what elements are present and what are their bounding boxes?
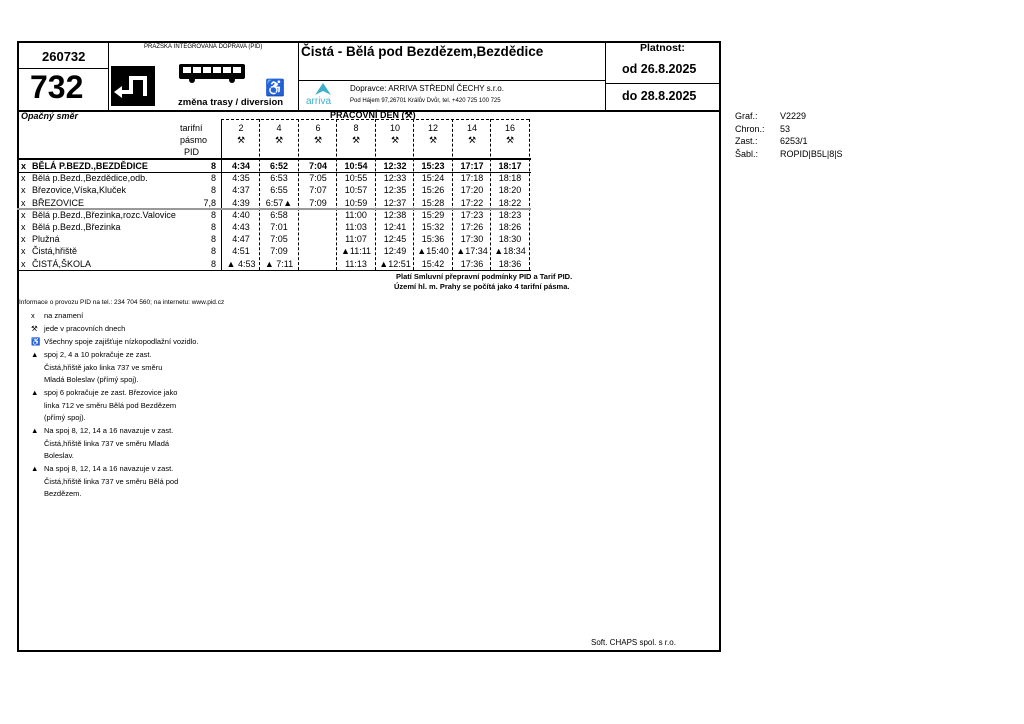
info-note: Informace o provozu PID na tel.: 234 704 560; na internetu: www.pid.cz	[19, 299, 225, 306]
trip-number: 12	[427, 123, 438, 133]
request-stop-marker: x	[21, 185, 26, 196]
hammer-icon: ⚒	[351, 135, 361, 145]
departure-time: 11:13	[345, 258, 367, 269]
tariff-zone: 8	[210, 246, 216, 257]
software-credit: Soft. CHAPS spol. s r.o.	[591, 638, 676, 647]
header-divider	[298, 80, 606, 81]
meta-label: Šabl.:	[735, 148, 759, 159]
note-text: jede v pracovních dnech	[44, 324, 126, 333]
departure-time: 11:00	[345, 209, 367, 220]
note-symbol: ⚒	[31, 324, 38, 333]
departure-time: 17:26	[460, 222, 484, 232]
header-divider	[298, 41, 299, 111]
table-bottom-border	[17, 270, 531, 271]
stop-name: ČISTÁ,ŠKOLA	[32, 258, 92, 269]
hammer-icon: ⚒	[390, 135, 400, 145]
note-text: spoj 6 pokračuje ze zast. Březovice jako	[44, 388, 178, 397]
departure-time: 4:37	[232, 185, 250, 196]
request-stop-marker: x	[21, 197, 26, 208]
departure-time: 15:24	[421, 173, 445, 184]
header-divider	[605, 41, 606, 111]
departure-time: 17:23	[460, 209, 484, 220]
meta-value: 6253/1	[780, 136, 808, 146]
departure-time: 4:39	[232, 197, 250, 208]
departure-time: 12:35	[383, 185, 407, 196]
validity-label: Platnost:	[640, 42, 685, 54]
departure-time: 17:30	[460, 234, 484, 245]
note-text: Čistá,hřiště linka 737 ve směru Bělá pod	[44, 476, 179, 486]
stop-name: Čistá,hřiště	[32, 246, 78, 257]
departure-time: ▲ 4:53	[226, 258, 256, 269]
tariff-zone: 8	[210, 173, 216, 184]
departure-time: 7:04	[308, 161, 327, 171]
request-stop-marker: x	[21, 161, 27, 171]
hammer-icon: ⚒	[236, 135, 246, 145]
departure-time: 7:09	[270, 246, 288, 257]
departure-time: 12:37	[383, 197, 407, 208]
departure-time: ▲18:34	[494, 246, 526, 257]
note-text: (přímý spoj).	[44, 413, 86, 422]
departure-time: 18:22	[498, 197, 522, 208]
departure-time: 4:34	[231, 161, 250, 171]
departure-time: 10:55	[344, 173, 368, 184]
departure-time: 12:33	[383, 173, 407, 184]
meta-value: 53	[780, 123, 791, 134]
departure-time: 18:18	[498, 173, 522, 184]
departure-time: 4:35	[232, 173, 250, 184]
note-symbol: ♿	[31, 337, 41, 346]
departure-time: 12:38	[383, 209, 407, 220]
operator-system: PRAŽSKÁ INTEGROVANÁ DOPRAVA (PID)	[144, 44, 263, 50]
departure-time: 7:07	[309, 185, 327, 196]
trip-number: 16	[504, 123, 515, 133]
stop-name: Bělá p.Bezd.,Březinka,rozc.Valovice	[32, 209, 176, 220]
departure-time: 6:53	[270, 173, 288, 184]
stop-name: Březovice,Víska,Kluček	[32, 185, 127, 196]
departure-time: 4:43	[232, 222, 250, 232]
trip-number: 4	[276, 123, 282, 133]
departure-time: 17:20	[460, 185, 484, 196]
departure-time: 7:05	[309, 173, 327, 184]
departure-time: 17:17	[460, 161, 484, 171]
departure-time: 18:36	[498, 258, 522, 269]
departure-time: 17:36	[460, 258, 484, 269]
departure-time: 17:18	[460, 173, 484, 184]
note-text: Mladá Boleslav (přímý spoj).	[44, 375, 139, 384]
departure-time: 17:22	[460, 197, 484, 208]
departure-time: 12:45	[383, 234, 407, 245]
note-text: Boleslav.	[44, 451, 74, 460]
note-symbol: ▲	[31, 388, 39, 397]
hammer-icon: ⚒	[274, 135, 284, 145]
tariff-zone: 8	[210, 258, 216, 269]
route-title: Čistá - Bělá pod Bezdězem,Bezdědice	[301, 44, 544, 59]
departure-time: 11:03	[345, 222, 367, 232]
zones-note: Území hl. m. Prahy se počítá jako 4 tarifní pásma.	[394, 282, 570, 291]
departure-time: 18:23	[498, 209, 522, 220]
trip-number: 8	[353, 123, 359, 133]
departure-time: ▲12:51	[379, 258, 411, 269]
departure-time: 11:07	[345, 234, 367, 245]
direction-label: Opačný směr	[21, 111, 79, 121]
note-text: Bezdězem.	[44, 489, 82, 498]
departure-time: 12:32	[383, 161, 407, 171]
table-header-border	[17, 158, 531, 160]
departure-time: 15:32	[421, 222, 445, 232]
diversion-label: změna trasy / diversion	[178, 97, 284, 108]
stop-name: Bělá p.Bezd.,Březinka	[32, 222, 121, 232]
header-divider	[108, 41, 109, 111]
departure-time: 10:57	[344, 185, 368, 196]
note-text: Na spoj 8, 12, 14 a 16 navazuje v zast.	[44, 464, 174, 473]
trip-number: 14	[466, 123, 477, 133]
note-text: Na spoj 8, 12, 14 a 16 navazuje v zast.	[44, 426, 174, 435]
note-text: na znamení	[44, 311, 84, 320]
conditions-note: Platí Smluvní přepravní podmínky PID a Tarif PID.	[396, 272, 573, 281]
departure-time: 7:01	[270, 222, 288, 232]
departure-time: 15:42	[421, 258, 445, 269]
trip-number: 2	[238, 123, 244, 133]
request-stop-marker: x	[21, 209, 26, 220]
line-code: 260732	[42, 49, 86, 64]
zone-header-3: PID	[184, 147, 200, 157]
departure-time: 7:05	[270, 234, 288, 245]
stop-name: Bělá p.Bezd.,Bezdědice,odb.	[32, 173, 148, 184]
zone-header-2: pásmo	[180, 135, 208, 145]
bus-icon	[178, 62, 246, 84]
request-stop-marker: x	[21, 173, 26, 184]
departure-time: 4:47	[232, 234, 250, 245]
meta-label: Chron.:	[735, 123, 765, 134]
tariff-zone: 7,8	[203, 197, 216, 208]
arriva-logo-icon	[314, 82, 332, 96]
diversion-icon	[111, 66, 155, 106]
departure-time: 4:40	[232, 209, 250, 220]
departure-time: 18:20	[498, 185, 522, 196]
valid-from: od 26.8.2025	[622, 62, 697, 76]
wheelchair-icon: ♿	[265, 80, 285, 97]
meta-label: Graf.:	[735, 111, 758, 121]
departure-time: 15:29	[421, 209, 445, 220]
trip-column-divider	[529, 119, 530, 270]
departure-time: 6:52	[269, 161, 288, 171]
request-stop-marker: x	[21, 234, 26, 245]
departure-time: 18:30	[498, 234, 522, 245]
note-symbol: ▲	[31, 464, 39, 473]
request-stop-marker: x	[21, 246, 26, 257]
departure-time: 12:49	[383, 246, 407, 257]
hammer-icon: ⚒	[467, 135, 477, 145]
note-symbol: ▲	[31, 426, 39, 435]
departure-time: 15:36	[421, 234, 445, 245]
valid-to: do 28.8.2025	[622, 89, 697, 103]
departure-time: ▲ 7:11	[264, 258, 294, 269]
note-text: Všechny spoje zajišťuje nízkopodlažní vozidlo.	[44, 337, 199, 346]
request-stop-marker: x	[21, 222, 26, 232]
departure-time: ▲17:34	[456, 246, 488, 257]
departure-time: 7:09	[309, 197, 327, 208]
tariff-zone: 8	[210, 234, 216, 245]
day-type-label: PRACOVNÍ DEN (⚒)	[330, 110, 416, 120]
departure-time: 10:59	[344, 197, 368, 208]
note-symbol: ▲	[31, 350, 39, 359]
departure-time: 15:23	[421, 161, 445, 171]
zone-header-1: tarifní	[180, 123, 203, 133]
note-text: linka 712 ve směru Bělá pod Bezdězem	[44, 400, 177, 410]
note-text: spoj 2, 4 a 10 pokračuje ze zast.	[44, 350, 152, 359]
meta-value: ROPID|B5L|8|S	[780, 148, 843, 159]
tariff-zone: 8	[210, 222, 216, 232]
carrier-name: Dopravce: ARRIVA STŘEDNÍ ČECHY s.r.o.	[350, 84, 504, 93]
meta-label: Zast.:	[735, 136, 758, 146]
departure-time: 10:54	[344, 161, 368, 171]
departure-time: 6:55	[270, 185, 288, 196]
departure-time: ▲11:11	[340, 246, 372, 257]
note-text: Čistá,hřiště linka 737 ve směru Mladá	[44, 438, 170, 448]
departure-time: 6:58	[270, 209, 288, 220]
departure-time: ▲15:40	[417, 246, 449, 257]
departure-time: 12:41	[383, 222, 407, 232]
stop-name: BĚLÁ P.BEZD.,BEZDĚDICE	[32, 161, 148, 171]
departure-time: 15:26	[421, 185, 445, 196]
hammer-icon: ⚒	[313, 135, 323, 145]
carrier-address: Pod Hájem 97,26701 Králův Dvůr, tel. +420 725 100 725	[350, 98, 501, 104]
line-number: 732	[30, 69, 84, 105]
hammer-icon: ⚒	[505, 135, 515, 145]
departure-time: 6:57▲	[265, 197, 293, 208]
tariff-zone: 8	[210, 161, 216, 171]
note-symbol: x	[31, 311, 35, 320]
tariff-zone: 8	[210, 185, 216, 196]
trip-number: 6	[315, 123, 321, 133]
stop-name: Plužná	[32, 234, 60, 245]
tariff-zone: 8	[210, 209, 216, 220]
departure-time: 15:28	[421, 197, 445, 208]
stop-name: BŘEZOVICE	[32, 197, 85, 208]
hammer-icon: ⚒	[428, 135, 438, 145]
departure-time: 18:26	[498, 222, 522, 232]
arriva-logo-text: arriva	[306, 96, 332, 107]
note-text: Čistá,hřiště jako linka 737 ve směru	[44, 362, 163, 372]
departure-time: 18:17	[498, 161, 522, 171]
departure-time: 4:51	[232, 246, 250, 257]
request-stop-marker: x	[21, 258, 26, 269]
header-divider	[605, 83, 721, 84]
meta-value: V2229	[780, 111, 807, 121]
trip-number: 10	[389, 123, 400, 133]
